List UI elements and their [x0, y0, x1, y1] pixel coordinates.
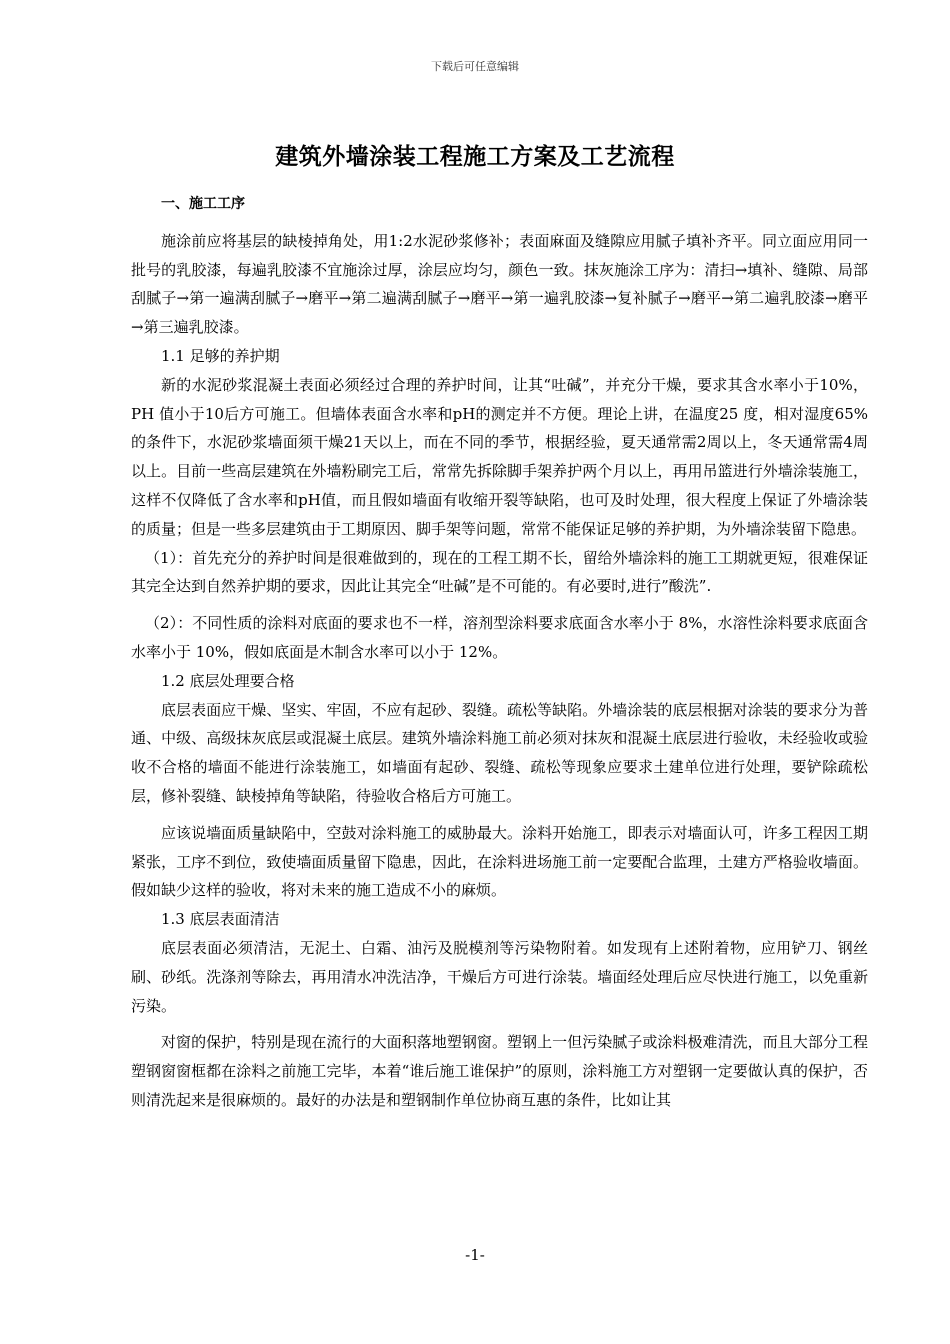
page-number: -1-	[465, 1246, 485, 1264]
paragraph: 底层表面应干燥、坚实、牢固，不应有起砂、裂缝。疏松等缺陷。外墙涂装的底层根据对涂装的要求分为普通、中级、高级抹灰底层或混凝土底层。建筑外墙涂料施工前必须对抹灰和混凝土底层进行验收，未经验收或验收不合格的墙面不能进行涂装施工，如墙面有起砂、裂缝、疏松等现象应要求土建单位进行处理，要铲除疏松层，修补裂缝、缺棱掉角等缺陷，待验收合格后方可施工。	[131, 700, 868, 805]
paragraph: 应该说墙面质量缺陷中，空鼓对涂料施工的威胁最大。涂料开始施工，即表示对墙面认可，许多工程因工期紧张，工序不到位，致使墙面质量留下隐患，因此，在涂料进场施工前一定要配合监理，土建方严格验收墙面。假如缺少这样的验收，将对未来的施工造成不小的麻烦。	[131, 823, 868, 900]
paragraph: 新的水泥砂浆混凝土表面必须经过合理的养护时间，让其“吐碱”，并充分干燥，要求其含水率小于10%，PH 值小于10后方可施工。但墙体表面含水率和pH的测定并不方便。理论上讲，在温度25 度，相对湿度65%的条件下，水泥砂浆墙面须干燥21天以上，而在不同的季节，根据经验，夏天通常需2周以上，冬天通常需4周以上。目前一些高层建筑在外墙粉刷完工后，常常先拆除脚手架养护两个月以上，再用吊篮进行外墙涂装施工，这样不仅降低了含水率和pH值，而且假如墙面有收缩开裂等缺陷，也可及时处理，很大程度上保证了外墙涂装的质量；但是一些多层建筑由于工期原因、脚手架等问题，常常不能保证足够的养护期，为外墙涂装留下隐患。	[131, 375, 868, 538]
subsection-heading: 1.1 足够的养护期	[161, 346, 280, 365]
document-body	[131, 190, 868, 1115]
paragraph: 施涂前应将基层的缺棱掉角处，用1:2水泥砂浆修补；表面麻面及缝隙应用腻子填补齐平。同立面应用同一批号的乳胶漆，每遍乳胶漆不宜施涂过厚，涂层应均匀，颜色一致。抹灰施涂工序为：清扫→填补、缝隙、局部刮腻子→第一遍满刮腻子→磨平→第二遍满刮腻子→磨平→第一遍乳胶漆→复补腻子→磨平→第二遍乳胶漆→磨平→第三遍乳胶漆。	[131, 231, 868, 337]
paragraph: 对窗的保护，特别是现在流行的大面积落地塑钢窗。塑钢上一但污染腻子或涂料极难清洗，而且大部分工程塑钢窗窗框都在涂料之前施工完毕，本着“谁后施工谁保护”的原则，涂料施工方对塑钢一定要做认真的保护，否则清洗起来是很麻烦的。最好的办法是和塑钢制作单位协商互惠的条件，比如让其	[131, 1033, 868, 1109]
paragraph: 底层表面必须清洁，无泥土、白霜、油污及脱模剂等污染物附着。如发现有上述附着物，应用铲刀、钢丝刷、砂纸。洗涤剂等除去，再用清水冲洗洁净，干燥后方可进行涂装。墙面经处理后应尽快进行施工，以免重新污染。	[131, 938, 868, 1015]
document-title: 建筑外墙涂装工程施工方案及工艺流程	[275, 143, 675, 170]
section-heading: 一、施工工序	[161, 196, 245, 212]
list-item: （2）：不同性质的涂料对底面的要求也不一样，溶剂型涂料要求底面含水率小于 8%，水溶性涂料要求底面含水率小于 10%，假如底面是木制含水率可以小于 12%。	[131, 614, 868, 661]
header-note: 下载后可任意编辑	[431, 60, 519, 73]
subsection-heading: 1.3 底层表面清洁	[161, 910, 280, 929]
subsection-heading: 1.2 底层处理要合格	[161, 671, 295, 690]
list-item: （1）：首先充分的养护时间是很难做到的，现在的工程工期不长，留给外墙涂料的施工工期就更短，很难保证其完全达到自然养护期的要求，因此让其完全“吐碱”是不可能的。有必要时,进行”酸洗”.	[131, 548, 868, 596]
